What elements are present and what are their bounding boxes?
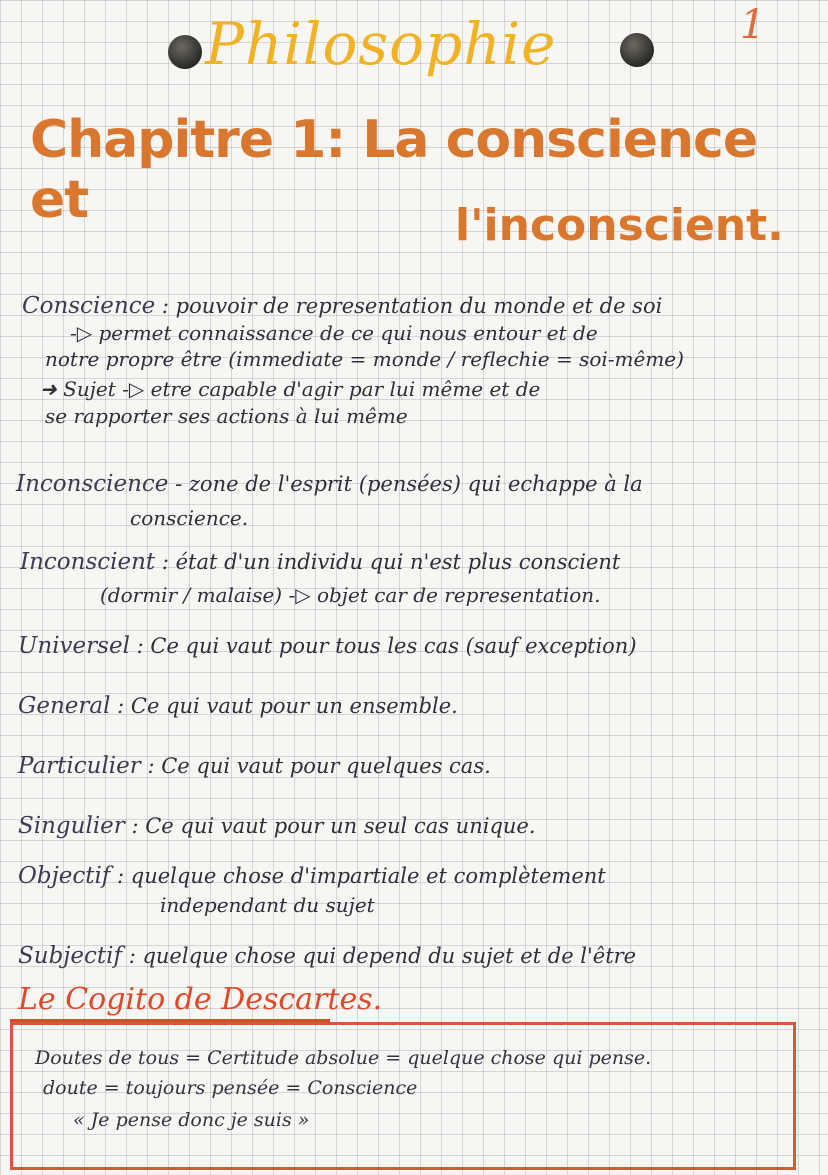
cogito-line: Doutes de tous = Certitude absolue = quelque chose qui pense. — [35, 1047, 652, 1069]
term-label: Particulier — [18, 753, 141, 779]
term-label: Inconscient — [20, 549, 156, 575]
definition-text: : état d'un individu qui n'est plus conscient — [161, 550, 621, 574]
term-label: Subjectif — [18, 943, 123, 969]
definition-line: conscience. — [130, 506, 249, 530]
definition-general — [18, 692, 818, 720]
chapter-title-line1: Chapitre 1: La conscience et — [30, 110, 758, 230]
definition-text: - zone de l'esprit (pensées) qui echappe à la — [175, 472, 643, 496]
binder-hole-left — [168, 35, 202, 69]
cogito-heading: Le Cogito de Descartes. — [18, 982, 383, 1017]
definition-particulier — [18, 752, 818, 780]
definition-line: ➜ Sujet -▷ etre capable d'agir par lui même et de — [40, 377, 541, 401]
definition-line: -▷ permet connaissance de ce qui nous entour et de — [70, 321, 598, 345]
definition-subjectif — [18, 942, 823, 970]
cogito-box — [10, 1022, 796, 1170]
cogito-line: doute = toujours pensée = Conscience — [43, 1077, 418, 1099]
definition-text: : Ce qui vaut pour tous les cas (sauf exception) — [136, 634, 637, 658]
definition-text: : pouvoir de representation du monde et de soi — [161, 294, 663, 318]
definition-inconscient — [20, 548, 825, 576]
definition-text: : quelque chose qui depend du sujet et de l'être — [128, 944, 637, 968]
definition-objectif — [18, 862, 818, 890]
definition-universel — [18, 632, 818, 660]
definition-inconscience — [16, 470, 816, 498]
definition-text: : Ce qui vaut pour quelques cas. — [147, 754, 491, 778]
term-label: Conscience — [22, 293, 156, 319]
definition-singulier — [18, 812, 818, 840]
cogito-line: « Je pense donc je suis » — [73, 1109, 310, 1131]
term-label: Singulier — [18, 813, 125, 839]
definition-line: (dormir / malaise) -▷ objet car de representation. — [100, 583, 601, 607]
term-label: Universel — [18, 633, 130, 659]
definition-text: : Ce qui vaut pour un ensemble. — [117, 694, 458, 718]
definition-conscience — [22, 292, 822, 320]
term-label: Inconscience — [16, 471, 169, 497]
definition-text: : quelque chose d'impartiale et complètement — [117, 864, 606, 888]
binder-hole-right — [620, 33, 654, 67]
definition-text: : Ce qui vaut pour un seul cas unique. — [131, 814, 536, 838]
definition-line: notre propre être (immediate = monde / reflechie = soi-même) — [45, 347, 684, 371]
definition-line: independant du sujet — [160, 893, 375, 917]
term-label: Objectif — [18, 863, 111, 889]
page-number: 1 — [740, 2, 766, 48]
definition-line: se rapporter ses actions à lui même — [45, 404, 408, 428]
chapter-title-line2: l'inconscient. — [455, 200, 784, 251]
term-label: General — [18, 693, 111, 719]
page-title: Philosophie — [205, 10, 557, 78]
